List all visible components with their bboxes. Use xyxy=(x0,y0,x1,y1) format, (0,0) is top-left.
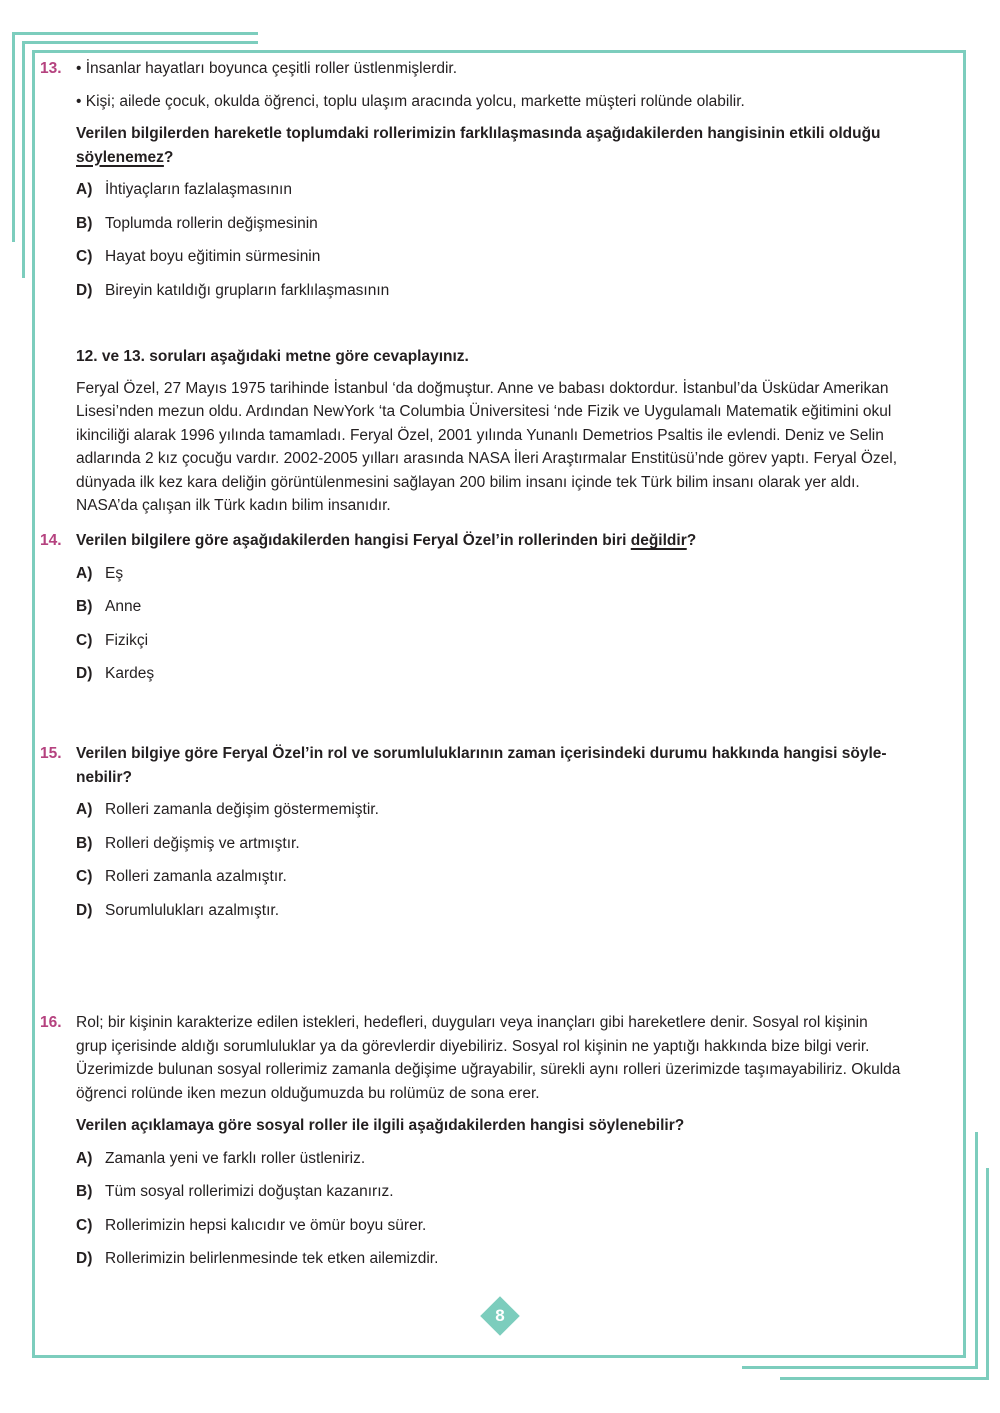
question-stem xyxy=(76,122,958,169)
option-text: Rolleri zamanla değişim göstermemiştir. xyxy=(105,801,379,818)
info-bullet: • Kişi; ailede çocuk, okulda öğrenci, toplu ulaşım aracında yolcu, markette müşteri rolünde olabilir. xyxy=(76,92,745,110)
frame-line-top-2 xyxy=(22,41,258,44)
option-c[interactable] xyxy=(76,245,958,270)
option-letter: D) xyxy=(76,665,93,682)
option-d[interactable] xyxy=(76,899,958,924)
stem-underlined: değildir xyxy=(630,532,687,549)
question-number: 13. xyxy=(40,60,62,77)
question-number: 16. xyxy=(40,1014,62,1031)
frame-line-left-2 xyxy=(22,41,25,278)
option-letter: B) xyxy=(76,1183,93,1200)
passage-line: Feryal Özel, 27 Mayıs 1975 tarihinde İstanbul ‘da doğmuştur. Anne ve babası doktordur. İstanbul’da Üsküdar Amerikan xyxy=(76,379,889,397)
option-text: Tüm sosyal rollerimizi doğuştan kazanırız. xyxy=(105,1183,394,1200)
option-text: Fizikçi xyxy=(105,631,149,649)
passage-line: ikinciliği alarak 1996 yılında tamamladı. Feryal Özel, 2001 yılında Yunanlı Demetrios Psaltis ile evlendi. Deniz ve Selin xyxy=(76,426,884,444)
option-text: Toplumda rollerin değişmesinin xyxy=(105,214,318,232)
option-text: Kardeş xyxy=(105,665,155,682)
stem-text: Verilen bilgilere göre aşağıdakilerden hangisi Feryal Özel’in rollerinden biri xyxy=(76,532,627,549)
question-number: 14. xyxy=(40,532,62,549)
option-c[interactable] xyxy=(76,865,958,890)
question-text xyxy=(76,1011,958,1105)
question-14 xyxy=(40,529,958,687)
option-text: Zamanla yeni ve farklı roller üstleniriz. xyxy=(105,1149,366,1167)
option-b[interactable] xyxy=(76,1180,958,1205)
option-text: Sorumlulukları azalmıştır. xyxy=(105,901,279,919)
option-d[interactable] xyxy=(76,1247,958,1272)
frame-line-right-2 xyxy=(986,1168,989,1380)
question-15 xyxy=(40,742,958,923)
option-letter: A) xyxy=(76,181,93,198)
passage-heading: 12. ve 13. soruları aşağıdaki metne göre cevaplayınız. xyxy=(76,348,469,365)
option-a[interactable] xyxy=(76,178,958,203)
option-letter: C) xyxy=(76,248,93,265)
option-letter: D) xyxy=(76,281,93,299)
stem-text: nebilir? xyxy=(76,768,132,786)
option-d[interactable] xyxy=(76,279,958,304)
passage-line: adlarında 2 kız çocuğu vardır. 2002-2005 yılları arasında NASA İleri Araştırmalar Enstitüsü’nde görev yaptı. Feryal Özel, xyxy=(76,450,898,467)
option-text: Rolleri değişmiş ve artmıştır. xyxy=(105,834,300,852)
stem-end: ? xyxy=(163,148,174,166)
question-stem: Verilen açıklamaya göre sosyal roller ile ilgili aşağıdakilerden hangisi söylenebilir? xyxy=(76,1117,685,1134)
stem-end: ? xyxy=(686,532,697,549)
stem-text: Verilen bilgilerden hareketle toplumdaki rollerimizin farklılaşmasında aşağıdakilerden hangisinin etkili olduğu xyxy=(76,125,881,142)
passage-line: NASA’da çalışan ilk Türk kadın bilim insanıdır. xyxy=(76,497,391,514)
option-text: Rolleri zamanla azalmıştır. xyxy=(105,868,287,885)
option-c[interactable] xyxy=(76,629,958,654)
option-text: Rollerimizin hepsi kalıcıdır ve ömür boyu sürer. xyxy=(105,1216,427,1234)
question-13 xyxy=(40,57,958,303)
option-letter: A) xyxy=(76,801,93,818)
passage-line: dünyada ilk kez kara deliğin görüntülenmesini sağlayan 200 bilim insanı içinde tek Türk bilim insanı olarak yer aldı. xyxy=(76,473,860,491)
option-letter: B) xyxy=(76,598,93,615)
option-text: İhtiyaçların fazlalaşmasının xyxy=(105,181,292,198)
option-letter: D) xyxy=(76,1250,93,1267)
option-letter: A) xyxy=(76,1149,93,1167)
info-bullet: • İnsanlar hayatları boyunca çeşitli roller üstlenmişlerdir. xyxy=(76,60,458,77)
option-text: Eş xyxy=(105,564,124,582)
option-letter: B) xyxy=(76,214,93,232)
text-line: Üzerimizde bulunan sosyal rollerimiz zamanla değişime uğrayabilir, sürekli aynı rolleri üzerimizde taşımayabiliriz. Okulda xyxy=(76,1061,901,1078)
option-text: Hayat boyu eğitimin sürmesinin xyxy=(105,248,321,265)
option-d[interactable] xyxy=(76,662,958,687)
option-text: Anne xyxy=(105,598,142,615)
reading-passage xyxy=(40,345,958,518)
option-text: Rollerimizin belirlenmesinde tek etken ailemizdir. xyxy=(105,1250,439,1267)
option-text: Bireyin katıldığı grupların farklılaşmasının xyxy=(105,281,390,299)
option-letter: B) xyxy=(76,834,93,852)
frame-line-bottom-1 xyxy=(742,1366,978,1369)
frame-line-top-1 xyxy=(12,32,258,35)
question-16 xyxy=(40,1011,958,1272)
option-b[interactable] xyxy=(76,212,958,237)
option-letter: D) xyxy=(76,901,93,919)
option-b[interactable] xyxy=(76,595,958,620)
text-line: grup içerisinde aldığı sorumluluklar ya da görevlerdir diyebiliriz. Sosyal rol kişinin ne yaptığı hakkında bize bilgi verir. xyxy=(76,1037,870,1055)
passage-text xyxy=(76,377,958,518)
option-a[interactable] xyxy=(76,1147,958,1172)
option-c[interactable] xyxy=(76,1214,958,1239)
passage-line: Lisesi’nden mezun oldu. Ardından NewYork ‘ta Columbia Üniversitesi ‘nde Fizik ve Uygulamalı Matematik eğitimini okul xyxy=(76,403,892,420)
text-line: Rol; bir kişinin karakterize edilen istekleri, hedefleri, duyguları veya inançları gibi hareketlere denir. Sosyal rol kişinin xyxy=(76,1014,868,1031)
frame-line-right-1 xyxy=(975,1132,978,1369)
option-b[interactable] xyxy=(76,832,958,857)
page-number: 8 xyxy=(495,1306,505,1325)
frame-line-bottom-2 xyxy=(780,1377,989,1380)
text-line: öğrenci rolünde iken mezun olduğumuzda bu rolümüz de sona erer. xyxy=(76,1084,540,1102)
question-stem xyxy=(76,742,958,789)
option-letter: C) xyxy=(76,1216,93,1234)
frame-line-left-1 xyxy=(12,32,15,242)
question-stem xyxy=(76,529,958,553)
option-letter: A) xyxy=(76,564,93,582)
option-letter: C) xyxy=(76,868,93,885)
option-a[interactable] xyxy=(76,798,958,823)
stem-underlined: söylenemez xyxy=(76,148,164,166)
option-letter: C) xyxy=(76,631,93,649)
stem-text: Verilen bilgiye göre Feryal Özel’in rol ve sorumluluklarının zaman içerisindeki durumu hakkında hangisi söyle- xyxy=(76,745,887,762)
question-number: 15. xyxy=(40,745,62,762)
option-a[interactable] xyxy=(76,562,958,587)
